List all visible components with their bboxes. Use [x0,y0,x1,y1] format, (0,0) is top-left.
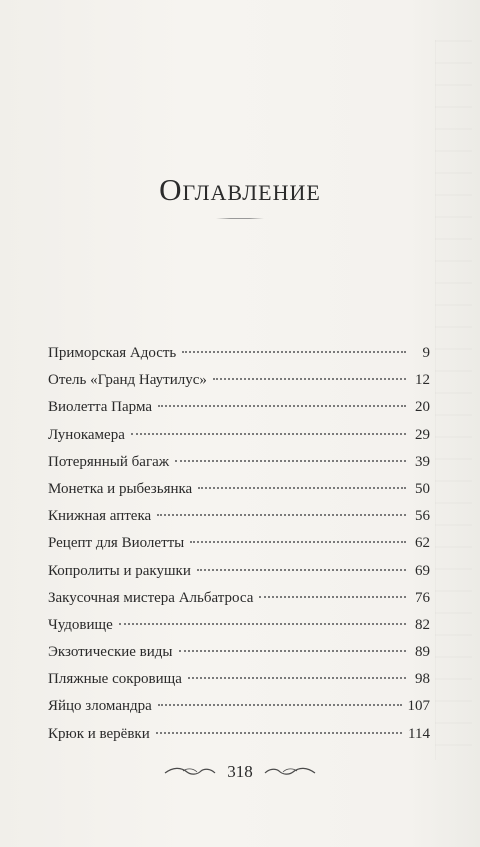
toc-entry-page: 114 [408,725,430,742]
toc-dot-leader [259,595,406,598]
toc-entry-title: Книжная аптека [48,508,152,525]
toc-entry-title: Рецепт для Виолетты [48,535,185,552]
toc-entry-page: 89 [415,644,430,661]
toc-entry [48,422,430,449]
toc-dot-leader [198,486,406,489]
flourish-ornament-icon [163,765,217,779]
toc-dot-leader [158,404,406,407]
toc-entry [48,394,430,421]
toc-entry-page: 29 [415,426,430,443]
toc-entry-page: 12 [415,372,430,389]
toc-entry-title: Закусочная мистера Альбатроса [48,589,254,606]
toc-entry-title: Отель «Гранд Наутилус» [48,372,207,389]
toc-entry [48,367,430,394]
toc-entry [48,503,430,530]
toc-entry-title: Пляжные сокровища [48,671,182,688]
toc-entry-title: Чудовище [48,616,113,633]
toc-entry [48,585,430,612]
toc-entry-title: Потерянный багаж [48,453,170,470]
toc-entry-page: 50 [415,480,430,497]
toc-entry [48,449,430,476]
toc-entry-page: 107 [407,698,430,715]
toc-entry-page: 62 [415,535,430,552]
toc-entry [48,530,430,557]
toc-entry-page: 76 [415,589,430,606]
toc-dot-leader [190,540,406,543]
toc-entry-title: Экзотические виды [48,644,173,661]
toc-entry-title: Монетка и рыбезьянка [48,480,193,497]
toc-entry [48,721,430,748]
toc-entry-title: Лунокамера [48,426,125,443]
toc-entry [48,666,430,693]
toc-entry-page: 20 [415,399,430,416]
toc-dot-leader [158,703,402,706]
table-of-contents [48,340,430,748]
toc-entry-page: 82 [415,616,430,633]
toc-entry [48,639,430,666]
page-title: Оглавление [159,172,321,207]
toc-dot-leader [157,513,406,516]
toc-dot-leader [175,459,406,462]
toc-dot-leader [188,676,406,679]
toc-entry [48,693,430,720]
toc-dot-leader [119,622,406,625]
toc-entry-page: 69 [415,562,430,579]
toc-dot-leader [131,432,406,435]
toc-entry-title: Приморская Адость [48,345,177,361]
toc-dot-leader [156,731,402,734]
toc-entry [48,558,430,585]
toc-dot-leader [182,350,406,353]
toc-dot-leader [197,568,406,571]
toc-dot-leader [213,377,406,380]
toc-entry [48,476,430,503]
toc-entry-title: Виолетта Парма [48,399,152,416]
toc-entry-page: 56 [415,508,430,525]
toc-entry-title: Крюк и верёвки [48,725,150,742]
page-footer [0,762,480,782]
toc-dot-leader [179,649,407,652]
toc-entry-title: Яйцо зломандра [48,698,152,715]
toc-entry-page: 9 [422,345,430,361]
show-through-text [435,40,472,760]
toc-entry-page: 39 [415,453,430,470]
toc-entry [48,612,430,639]
toc-entry [48,340,430,367]
page-number: 318 [227,762,253,781]
toc-entry-title: Копролиты и ракушки [48,562,191,579]
toc-entry-page: 98 [415,671,430,688]
title-divider [216,218,264,219]
flourish-ornament-icon [263,765,317,779]
